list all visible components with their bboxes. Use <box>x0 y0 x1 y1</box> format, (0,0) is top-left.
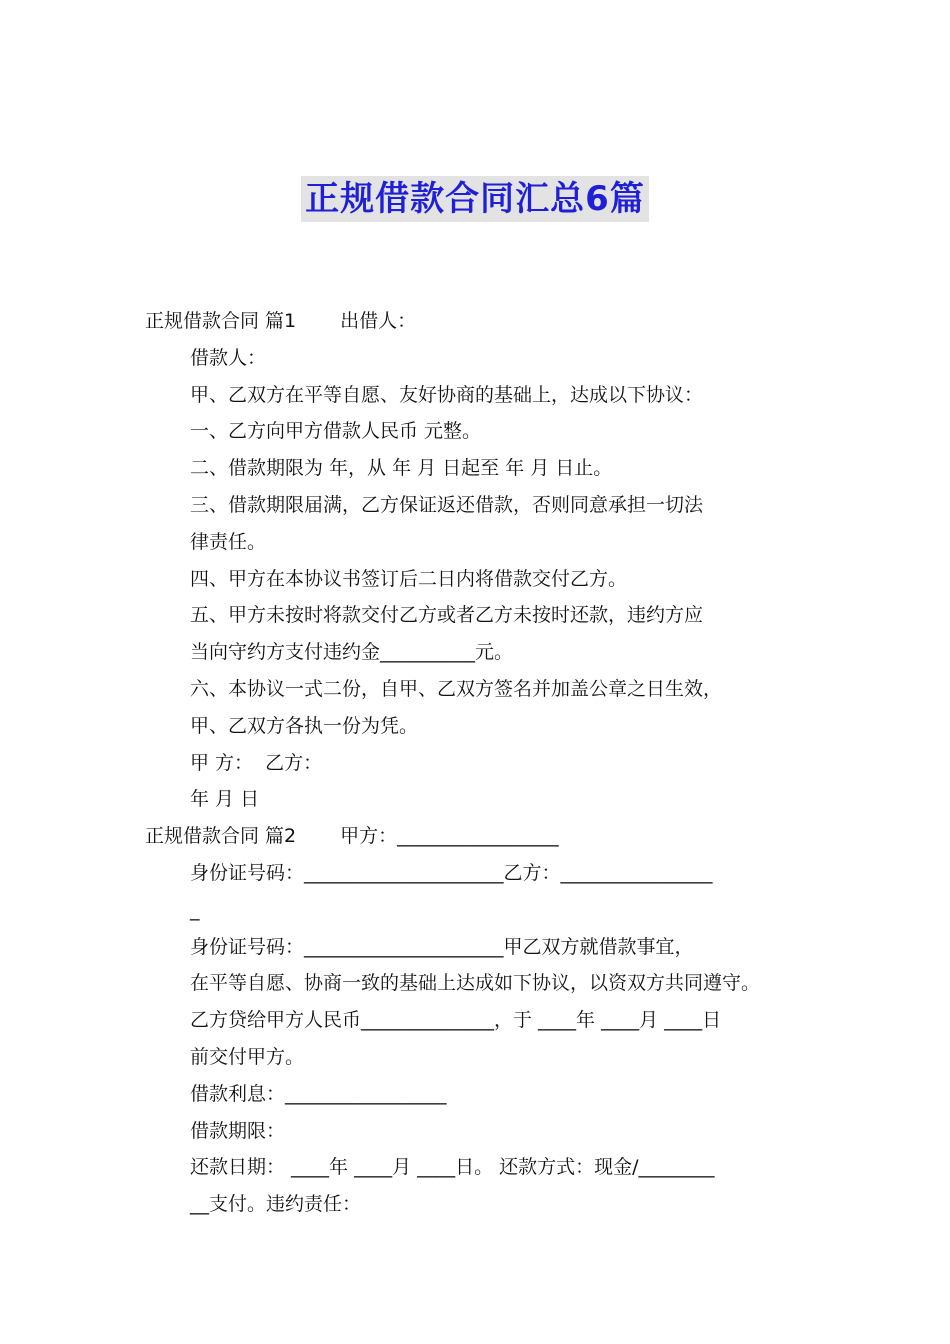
paragraph <box>145 855 813 929</box>
paragraph <box>145 303 813 340</box>
paragraph <box>145 1113 813 1150</box>
paragraph-text: 借款期限： <box>190 1119 286 1142</box>
paragraph-text: 甲 方： 乙方： <box>190 751 323 774</box>
paragraph-text: 甲、乙双方在平等自愿、友好协商的基础上，达成以下协议： <box>190 383 704 406</box>
paragraph-text: 一、乙方向甲方借款人民币 元整。 <box>190 420 482 443</box>
paragraph-text: 甲方：_________________ <box>340 825 559 848</box>
paragraph <box>145 1149 813 1223</box>
document-body <box>145 303 813 1223</box>
paragraph <box>145 377 813 414</box>
title-wrap <box>0 176 950 222</box>
paragraph <box>145 1076 813 1113</box>
paragraph-text: 六、本协议一式二份，自甲、乙双方签名并加盖公章之日生效， 甲、乙双方各执一份为凭。 <box>190 677 723 737</box>
paragraph <box>145 597 813 671</box>
paragraph-text: 三、借款期限届满，乙方保证返还借款，否则同意承担一切法 律责任。 <box>190 493 704 553</box>
paragraph <box>145 413 813 450</box>
paragraph-text: 还款日期： ____年 ____月 ____日。 还款方式：现金/________ __支付。违约责任： <box>190 1156 715 1216</box>
paragraph-text: 出借人： <box>340 310 417 332</box>
paragraph-text: 二、借款期限为 年，从 年 月 日起至 年 月 日止。 <box>190 457 613 480</box>
paragraph <box>145 487 813 561</box>
paragraph-text: 身份证号码：_____________________甲乙双方就借款事宜， 在平等自愿、协商一致的基础上达成如下协议，以资双方共同遵守。 <box>190 935 761 995</box>
paragraph-text: 身份证号码：_____________________乙方：________________ _ <box>190 861 713 921</box>
paragraph <box>145 450 813 487</box>
document-title: 正规借款合同汇总6篇 <box>301 176 649 222</box>
section-heading: 正规借款合同 篇1 <box>145 310 297 332</box>
paragraph-text: 五、甲方未按时将款交付乙方或者乙方未按时还款，违约方应 当向守约方支付违约金__________元。 <box>190 604 704 664</box>
paragraph <box>145 671 813 745</box>
paragraph-text: 乙方贷给甲方人民币______________，于 ____年 ____月 ____日 前交付甲方。 <box>190 1009 722 1068</box>
paragraph <box>145 745 813 782</box>
paragraph-text: 借款人： <box>190 346 267 369</box>
paragraph <box>145 561 813 598</box>
paragraph <box>145 340 813 377</box>
paragraph-text: 年 月 日 <box>190 788 260 811</box>
paragraph-text: 借款利息：_________________ <box>190 1082 447 1105</box>
paragraph-text: 四、甲方在本协议书签订后二日内将借款交付乙方。 <box>190 567 628 590</box>
paragraph <box>145 781 813 818</box>
paragraph <box>145 1002 813 1076</box>
paragraph <box>145 818 813 855</box>
paragraph <box>145 929 813 1003</box>
section-heading: 正规借款合同 篇2 <box>145 825 297 848</box>
